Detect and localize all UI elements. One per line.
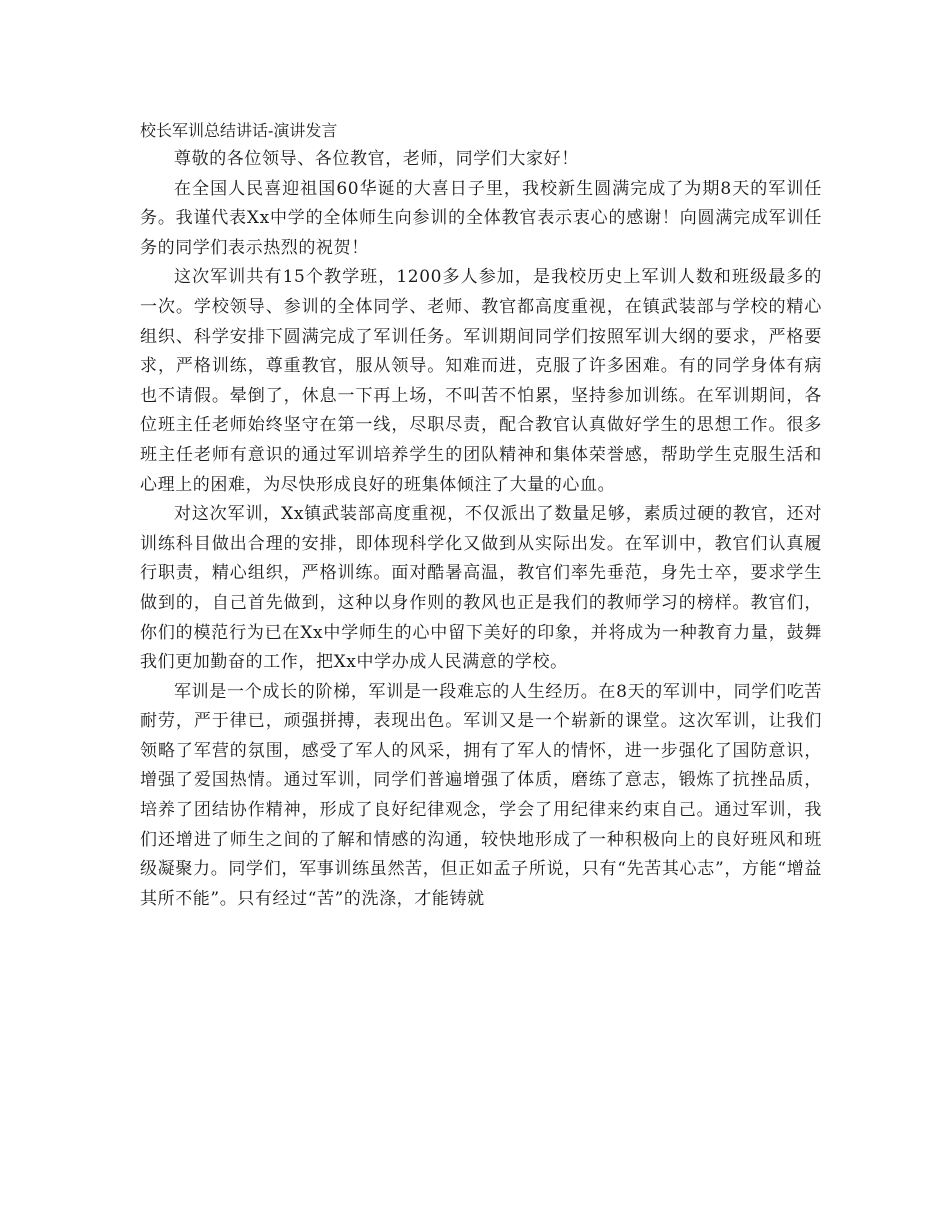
training-overview-paragraph: 这次军训共有15个教学班，1200多人参加，是我校历史上军训人数和班级最多的一次。学校领导、参训的全体同学、老师、教官都高度重视，在镇武装部与学校的精心组织、科学安排下圆满完成了军训任务。军训期间同学们按照军训大纲的要求，严格要求，严格训练，尊重教官，服从领导。知难而进，克服了许多困难。有的同学身体有病也不请假。晕倒了，休息一下再上场，不叫苦不怕累，坚持参加训练。在军训期间，各位班主任老师始终坚守在第一线，尽职尽责，配合教官认真做好学生的思想工作。很多班主任老师有意识的通过军训培养学生的团队精神和集体荣誉感，帮助学生克服生活和心理上的困难，为尽快形成良好的班集体倾注了大量的心血。 (140, 267, 822, 495)
document-title: 校长军训总结讲话-演讲发言 (140, 121, 338, 140)
document-body (140, 116, 822, 914)
opening-paragraph: 在全国人民喜迎祖国60华诞的大喜日子里，我校新生圆满完成了为期8天的军训任务。我谨代表Xx中学的全体师生向参训的全体教官表示衷心的感谢！向圆满完成军训任务的同学们表示热烈的祝贺！ (140, 178, 822, 258)
growth-paragraph: 军训是一个成长的阶梯，军训是一段难忘的人生经历。在8天的军训中，同学们吃苦耐劳，严于律已，顽强拼搏，表现出色。军训又是一个崭新的课堂。这次军训，让我们领略了军营的氛围，感受了军人的风采，拥有了军人的情怀，进一步强化了国防意识，增强了爱国热情。通过军训，同学们普遍增强了体质，磨练了意志，锻炼了抗挫品质，培养了团结协作精神，形成了良好纪律观念，学会了用纪律来约束自己。通过军训，我们还增进了师生之间的了解和情感的沟通，较快地形成了一种积极向上的良好班风和班级凝聚力。同学们，军事训练虽然苦，但正如孟子所说，只有“先苦其心志”，方能“增益其所不能”。只有经过“苦”的洗涤，才能铸就 (140, 681, 822, 909)
instructors-paragraph: 对这次军训，Xx镇武装部高度重视，不仅派出了数量足够，素质过硬的教官，还对训练科目做出合理的安排，即体现科学化又做到从实际出发。在军训中，教官们认真履行职责，精心组织，严格训练。面对酷暑高温，教官们率先垂范，身先士卒，要求学生做到的，自己首先做到，这种以身作则的教风也正是我们的教师学习的榜样。教官们，你们的模范行为已在Xx中学师生的心中留下美好的印象，并将成为一种教育力量，鼓舞我们更加勤奋的工作，把Xx中学办成人民满意的学校。 (140, 504, 822, 673)
greeting-paragraph: 尊敬的各位领导、各位教官，老师，同学们大家好！ (174, 149, 579, 169)
